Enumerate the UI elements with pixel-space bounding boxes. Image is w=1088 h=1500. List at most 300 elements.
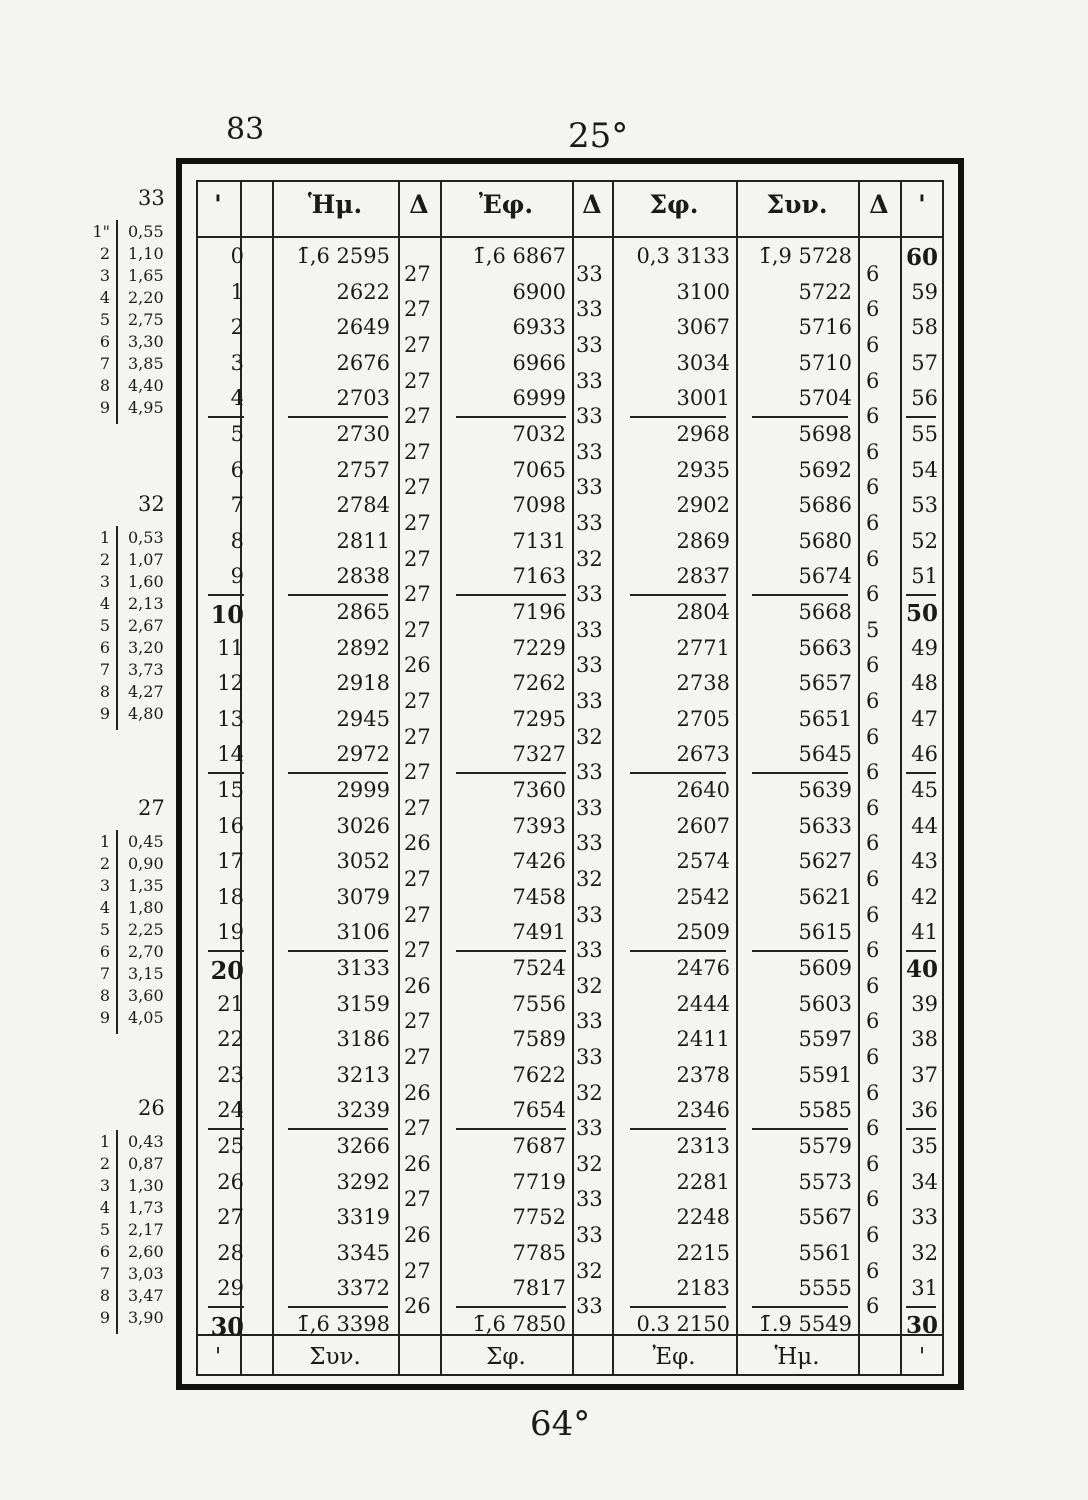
- footer-0: ': [214, 1344, 222, 1370]
- diff-cosine: 6: [866, 1294, 880, 1319]
- sine-value: 2784: [336, 493, 390, 518]
- footer-2: Σφ.: [486, 1344, 526, 1370]
- tangent-value: 7622: [512, 1062, 566, 1087]
- tangent-value: 1̄,6 7850: [472, 1312, 566, 1336]
- minute-right: 45: [911, 778, 938, 802]
- minute-left: 12: [217, 671, 244, 696]
- pp-value: 3,03: [128, 1264, 164, 1283]
- sine-value: 2838: [336, 564, 390, 589]
- group-separator: [752, 594, 848, 596]
- pp-value: 3,60: [128, 986, 164, 1005]
- diff-sine: 26: [404, 831, 431, 856]
- tangent-value: 7458: [512, 884, 566, 909]
- minute-left: 21: [217, 991, 244, 1016]
- cosine-value: 5651: [798, 706, 852, 731]
- cosine-value: 5561: [798, 1240, 852, 1265]
- cotangent-value: 2968: [676, 422, 730, 446]
- pp-title: 32: [138, 492, 165, 516]
- tangent-value: 6933: [512, 315, 566, 340]
- pp-value: 0,43: [128, 1132, 164, 1151]
- minute-right: 53: [911, 493, 938, 518]
- pp-value: 3,85: [128, 354, 164, 373]
- pp-value: 4,95: [128, 398, 164, 417]
- sine-value: 2703: [336, 386, 390, 411]
- cotangent-value: 2313: [676, 1134, 730, 1158]
- tangent-value: 7131: [512, 528, 566, 553]
- pp-value: 0,53: [128, 528, 164, 547]
- group-separator: [288, 594, 388, 596]
- minute-left: 7: [230, 493, 244, 518]
- pp-index: 8: [99, 986, 110, 1005]
- cosine-value: 5597: [798, 1027, 852, 1052]
- cosine-value: 1̄.9 5549: [758, 1312, 852, 1336]
- pp-index: 1: [99, 528, 110, 547]
- cosine-value: 5698: [798, 422, 852, 446]
- diff-tangent: 33: [576, 689, 603, 713]
- cotangent-value: 2902: [676, 493, 730, 518]
- diff-tangent: 33: [576, 582, 603, 607]
- diff-cosine: 6: [866, 511, 880, 535]
- group-separator: [752, 772, 848, 774]
- cotangent-value: 2215: [676, 1240, 730, 1265]
- cotangent-value: 2607: [676, 813, 730, 838]
- minute-right: 33: [911, 1205, 938, 1230]
- pp-index: 7: [99, 660, 110, 679]
- group-separator: [288, 1128, 388, 1130]
- pp-index: 6: [99, 332, 110, 351]
- pp-index: 3: [99, 266, 110, 285]
- pp-value: 4,27: [128, 682, 164, 701]
- pp-index: 4: [99, 1198, 110, 1217]
- minute-left: 28: [217, 1240, 244, 1265]
- diff-cosine: 6: [866, 333, 880, 357]
- group-separator: [456, 594, 566, 596]
- group-separator: [906, 772, 936, 774]
- sine-value: 3372: [336, 1276, 390, 1301]
- diff-sine: 27: [404, 760, 431, 785]
- minute-left: 23: [217, 1062, 244, 1087]
- diff-sine: 27: [404, 795, 431, 820]
- sine-value: 2918: [336, 671, 390, 696]
- pp-index: 9: [99, 1008, 110, 1027]
- tangent-value: 7556: [512, 991, 566, 1016]
- minute-right: 31: [911, 1276, 938, 1301]
- cotangent-value: 3067: [676, 315, 730, 340]
- tangent-value: 7752: [512, 1205, 566, 1230]
- diff-tangent: 33: [576, 1045, 603, 1069]
- minute-left: 10: [210, 600, 244, 629]
- cotangent-value: 2837: [676, 564, 730, 589]
- header-5: Σφ.: [649, 190, 699, 219]
- cosine-value: 5663: [798, 635, 852, 660]
- group-separator: [288, 416, 388, 418]
- pp-value: 1,35: [128, 876, 164, 895]
- diff-sine: 27: [404, 938, 431, 963]
- minute-left: 0: [230, 244, 244, 268]
- diff-sine: 27: [404, 439, 431, 464]
- tangent-value: 7393: [512, 813, 566, 838]
- diff-cosine: 6: [866, 475, 880, 500]
- diff-tangent: 33: [576, 1116, 603, 1141]
- diff-sine: 27: [404, 724, 431, 749]
- tangent-value: 7229: [512, 635, 566, 660]
- sine-value: 3213: [336, 1062, 390, 1087]
- group-separator: [208, 772, 244, 774]
- group-separator: [208, 1128, 244, 1130]
- tangent-value: 7360: [512, 778, 566, 802]
- pp-index: 8: [99, 682, 110, 701]
- minute-right: 39: [911, 991, 938, 1016]
- diff-sine: 27: [404, 1116, 431, 1141]
- tangent-value: 7032: [512, 422, 566, 446]
- cosine-value: 5591: [798, 1062, 852, 1087]
- diff-sine: 27: [404, 368, 431, 393]
- diff-sine: 26: [404, 973, 431, 998]
- diff-sine: 27: [404, 297, 431, 322]
- group-separator: [288, 1306, 388, 1308]
- pp-value: 1,10: [128, 244, 164, 263]
- tangent-value: 7524: [512, 956, 566, 980]
- pp-value: 0,87: [128, 1154, 164, 1173]
- diff-sine: 26: [404, 1294, 431, 1319]
- cosine-value: 5645: [798, 742, 852, 767]
- cosine-value: 5603: [798, 991, 852, 1016]
- diff-sine: 27: [404, 546, 431, 571]
- sine-value: 3345: [336, 1240, 390, 1265]
- diff-tangent: 32: [576, 724, 603, 749]
- header-6: Συν.: [766, 190, 828, 219]
- minute-right: 48: [911, 671, 938, 696]
- tangent-value: 7065: [512, 457, 566, 482]
- pp-value: 4,05: [128, 1008, 164, 1027]
- minute-right: 46: [911, 742, 938, 767]
- cosine-value: 1̄,9 5728: [758, 244, 852, 268]
- minute-left: 20: [210, 956, 244, 985]
- diff-tangent: 33: [576, 617, 603, 642]
- group-separator: [630, 1128, 726, 1130]
- pp-index: 3: [99, 1176, 110, 1195]
- header-3: Ἐφ.: [478, 190, 534, 219]
- minute-left: 24: [217, 1098, 244, 1123]
- tangent-value: 1̄,6 6867: [472, 244, 566, 268]
- minute-left: 1: [230, 279, 244, 304]
- diff-tangent: 32: [576, 546, 603, 571]
- diff-cosine: 6: [866, 1258, 880, 1283]
- pp-title: 26: [138, 1096, 165, 1120]
- pp-index: 5: [99, 310, 110, 329]
- tangent-value: 7196: [512, 600, 566, 624]
- pp-value: 4,80: [128, 704, 164, 723]
- header-0: ': [214, 190, 222, 219]
- diff-tangent: 33: [576, 439, 603, 464]
- diff-cosine: 6: [866, 1080, 880, 1105]
- pp-value: 3,20: [128, 638, 164, 657]
- group-separator: [906, 950, 936, 952]
- cosine-value: 5579: [798, 1134, 852, 1158]
- pp-index: 9: [99, 1308, 110, 1327]
- minute-left: 4: [230, 386, 244, 411]
- pp-index: 2: [99, 854, 110, 873]
- cotangent-value: 2673: [676, 742, 730, 767]
- diff-sine: 27: [404, 333, 431, 357]
- pp-index: 9: [99, 704, 110, 723]
- cosine-value: 5633: [798, 813, 852, 838]
- diff-cosine: 6: [866, 831, 880, 856]
- tangent-value: 7589: [512, 1027, 566, 1052]
- minute-left: 18: [217, 884, 244, 909]
- pp-index: 8: [99, 376, 110, 395]
- tangent-value: 6966: [512, 350, 566, 375]
- cotangent-value: 2248: [676, 1205, 730, 1230]
- tangent-value: 7163: [512, 564, 566, 589]
- tangent-value: 7262: [512, 671, 566, 696]
- group-separator: [630, 1306, 726, 1308]
- minute-left: 9: [230, 564, 244, 589]
- cotangent-value: 2183: [676, 1276, 730, 1301]
- diff-tangent: 33: [576, 1223, 603, 1247]
- diff-sine: 27: [404, 404, 431, 429]
- minute-right: 56: [911, 386, 938, 411]
- degree-heading-top: 25°: [568, 116, 629, 156]
- group-separator: [288, 950, 388, 952]
- group-separator: [456, 772, 566, 774]
- diff-cosine: 6: [866, 902, 880, 927]
- cosine-value: 5716: [798, 315, 852, 340]
- pp-title: 27: [138, 796, 165, 820]
- minute-left: 25: [217, 1134, 244, 1158]
- pp-value: 1,73: [128, 1198, 164, 1217]
- pp-index: 4: [99, 898, 110, 917]
- diff-cosine: 6: [866, 938, 880, 963]
- pp-value: 3,90: [128, 1308, 164, 1327]
- minute-right: 38: [911, 1027, 938, 1052]
- minute-right: 51: [911, 564, 938, 589]
- sine-value: 2676: [336, 350, 390, 375]
- pp-index: 5: [99, 920, 110, 939]
- tangent-value: 7327: [512, 742, 566, 767]
- diff-tangent: 33: [576, 902, 603, 927]
- pp-index: 6: [99, 638, 110, 657]
- cosine-value: 5710: [798, 350, 852, 375]
- minute-right: 55: [911, 422, 938, 446]
- cosine-value: 5585: [798, 1098, 852, 1123]
- pp-index: 6: [99, 942, 110, 961]
- tangent-value: 7098: [512, 493, 566, 518]
- group-separator: [752, 950, 848, 952]
- group-separator: [208, 1306, 244, 1308]
- minute-left: 5: [230, 422, 244, 446]
- diff-sine: 27: [404, 1045, 431, 1069]
- minute-right: 50: [905, 600, 938, 627]
- pp-value: 2,70: [128, 942, 164, 961]
- diff-tangent: 33: [576, 368, 603, 393]
- diff-tangent: 33: [576, 333, 603, 357]
- group-separator: [456, 1128, 566, 1130]
- pp-value: 2,67: [128, 616, 164, 635]
- column-rule: [858, 180, 860, 1376]
- diff-cosine: 6: [866, 867, 880, 891]
- minute-right: 57: [911, 350, 938, 375]
- group-separator: [456, 950, 566, 952]
- minute-right: 47: [911, 706, 938, 731]
- diff-cosine: 6: [866, 724, 880, 749]
- group-separator: [752, 1306, 848, 1308]
- pp-index: 7: [99, 1264, 110, 1283]
- minute-left: 6: [230, 457, 244, 482]
- pp-value: 1,07: [128, 550, 164, 569]
- cosine-value: 5686: [798, 493, 852, 518]
- diff-tangent: 33: [576, 760, 603, 785]
- diff-tangent: 33: [576, 1187, 603, 1212]
- group-separator: [906, 1128, 936, 1130]
- minute-left: 30: [210, 1312, 244, 1341]
- diff-cosine: 6: [866, 1045, 880, 1069]
- diff-cosine: 6: [866, 689, 880, 713]
- cotangent-value: 2771: [676, 635, 730, 660]
- cotangent-value: 2444: [676, 991, 730, 1016]
- pp-title: 33: [138, 186, 165, 210]
- sine-value: 1̄,6 2595: [296, 244, 390, 268]
- pp-value: 1,65: [128, 266, 164, 285]
- cosine-value: 5627: [798, 849, 852, 874]
- diff-tangent: 32: [576, 1080, 603, 1105]
- header-8: ': [918, 190, 926, 219]
- diff-sine: 26: [404, 1223, 431, 1247]
- diff-cosine: 6: [866, 760, 880, 785]
- tangent-value: 7785: [512, 1240, 566, 1265]
- cosine-value: 5639: [798, 778, 852, 802]
- cosine-value: 5657: [798, 671, 852, 696]
- header-2: Δ: [409, 190, 429, 219]
- pp-index: 2: [99, 550, 110, 569]
- pp-value: 2,20: [128, 288, 164, 307]
- pp-value: 2,17: [128, 1220, 164, 1239]
- tangent-value: 7654: [512, 1098, 566, 1123]
- cotangent-value: 2804: [676, 600, 730, 624]
- footer-1: Συν.: [309, 1344, 361, 1370]
- minute-right: 40: [905, 956, 938, 983]
- cotangent-value: 2346: [676, 1098, 730, 1123]
- pp-value: 3,73: [128, 660, 164, 679]
- sine-value: 2757: [336, 457, 390, 482]
- cotangent-value: 2574: [676, 849, 730, 874]
- diff-tangent: 33: [576, 653, 603, 678]
- diff-tangent: 32: [576, 1151, 603, 1176]
- pp-index: 5: [99, 1220, 110, 1239]
- sine-value: 2892: [336, 635, 390, 660]
- diff-tangent: 33: [576, 795, 603, 820]
- diff-cosine: 6: [866, 1009, 880, 1034]
- minute-right: 36: [911, 1098, 938, 1123]
- tangent-value: 7295: [512, 706, 566, 731]
- pp-index: 8: [99, 1286, 110, 1305]
- cosine-value: 5722: [798, 279, 852, 304]
- tangent-value: 7817: [512, 1276, 566, 1301]
- diff-cosine: 6: [866, 1187, 880, 1212]
- sine-value: 3239: [336, 1098, 390, 1123]
- degree-heading-bottom: 64°: [530, 1404, 591, 1444]
- diff-tangent: 33: [576, 1009, 603, 1034]
- minute-left: 13: [217, 706, 244, 731]
- footer-3: Ἐφ.: [652, 1344, 696, 1370]
- group-separator: [752, 416, 848, 418]
- diff-cosine: 6: [866, 404, 880, 429]
- header-7: Δ: [869, 190, 889, 219]
- pp-index: 7: [99, 964, 110, 983]
- cosine-value: 5668: [798, 600, 852, 624]
- sine-value: 3319: [336, 1205, 390, 1230]
- group-separator: [630, 416, 726, 418]
- minute-left: 16: [217, 813, 244, 838]
- group-separator: [630, 594, 726, 596]
- cotangent-value: 0,3 3133: [636, 244, 730, 268]
- minute-left: 3: [230, 350, 244, 375]
- column-rule: [398, 180, 400, 1376]
- header-4: Δ: [582, 190, 602, 219]
- sine-value: 2622: [336, 279, 390, 304]
- cosine-value: 5555: [798, 1276, 852, 1301]
- diff-sine: 26: [404, 1151, 431, 1176]
- diff-tangent: 32: [576, 1258, 603, 1283]
- minute-right: 58: [911, 315, 938, 340]
- sine-value: 3106: [336, 920, 390, 945]
- minute-left: 11: [217, 635, 244, 660]
- pp-value: 4,40: [128, 376, 164, 395]
- sine-value: 3079: [336, 884, 390, 909]
- group-separator: [208, 416, 244, 418]
- footer-5: ': [918, 1344, 926, 1370]
- sine-value: 2865: [336, 600, 390, 624]
- pp-value: 1,60: [128, 572, 164, 591]
- pp-value: 2,60: [128, 1242, 164, 1261]
- minute-right: 43: [911, 849, 938, 874]
- column-rule: [572, 180, 574, 1376]
- minute-right: 42: [911, 884, 938, 909]
- sine-value: 3026: [336, 813, 390, 838]
- cotangent-value: 3001: [676, 386, 730, 411]
- pp-value: 0,55: [128, 222, 164, 241]
- diff-sine: 26: [404, 653, 431, 678]
- header-rule: [196, 236, 944, 238]
- minute-left: 22: [217, 1027, 244, 1052]
- diff-sine: 27: [404, 1258, 431, 1283]
- group-separator: [630, 950, 726, 952]
- diff-cosine: 6: [866, 973, 880, 998]
- pp-index: 5: [99, 616, 110, 635]
- group-separator: [906, 1306, 936, 1308]
- diff-cosine: 6: [866, 546, 880, 571]
- pp-index: 2: [99, 244, 110, 263]
- minute-right: 37: [911, 1062, 938, 1087]
- group-separator: [630, 772, 726, 774]
- tangent-value: 6999: [512, 386, 566, 411]
- diff-sine: 27: [404, 511, 431, 535]
- tangent-value: 7719: [512, 1169, 566, 1194]
- tangent-value: 7491: [512, 920, 566, 945]
- cosine-value: 5573: [798, 1169, 852, 1194]
- cosine-value: 5615: [798, 920, 852, 945]
- pp-value: 0,45: [128, 832, 164, 851]
- diff-tangent: 33: [576, 1294, 603, 1319]
- sine-value: 2649: [336, 315, 390, 340]
- sine-value: 2811: [336, 528, 390, 553]
- diff-sine: 26: [404, 1080, 431, 1105]
- minute-right: 44: [911, 813, 938, 838]
- cotangent-value: 2281: [676, 1169, 730, 1194]
- sine-value: 2972: [336, 742, 390, 767]
- sine-value: 2730: [336, 422, 390, 446]
- footer-4: Ἡμ.: [774, 1344, 820, 1370]
